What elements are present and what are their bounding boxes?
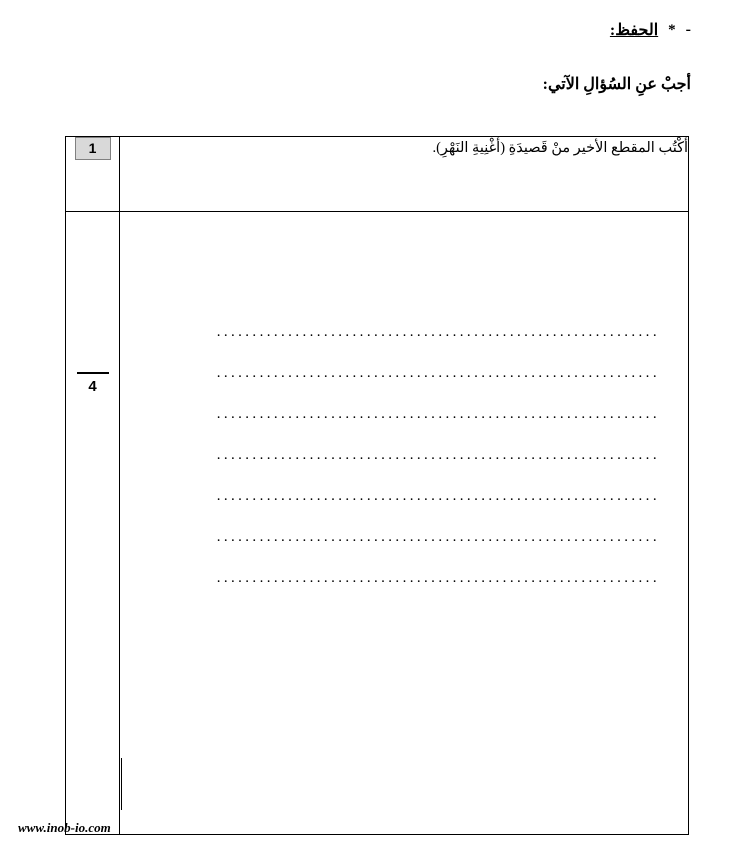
watermark: www.inob-io.com [18,820,111,835]
answer-line[interactable]: .............................................................. [216,324,660,340]
question-text: أكْتُب المقطع الأخير منْ قَصيدَةِ (أغْنِيةِ النَهْرِ). [432,140,688,156]
question-cell [120,137,689,212]
instruction-text: أجبْ عنِ السُؤالِ الآتي: [542,76,691,93]
answer-area[interactable] [120,212,689,835]
answer-lines [148,312,660,599]
column-divider-extension [121,758,122,810]
answer-line[interactable]: .............................................................. [216,529,660,545]
answer-line[interactable]: .............................................................. [216,447,660,463]
question-table [65,136,689,835]
marks-divider [77,372,109,374]
marks-value: 4 [88,378,97,395]
header-star-icon: * [668,21,676,38]
answer-line[interactable]: .............................................................. [216,570,660,586]
answer-line[interactable]: .............................................................. [216,406,660,422]
question-number-badge: 1 [75,137,111,160]
marks-cell [66,212,120,835]
table-row [66,212,689,835]
header-dash: - [685,21,691,38]
marks-box [66,372,119,395]
page-title: الحفظ: [609,22,659,39]
answer-line[interactable]: .............................................................. [216,488,660,504]
table-row [66,137,689,212]
section-header [610,20,691,40]
answer-line[interactable]: .............................................................. [216,365,660,381]
question-number-cell [66,137,120,212]
